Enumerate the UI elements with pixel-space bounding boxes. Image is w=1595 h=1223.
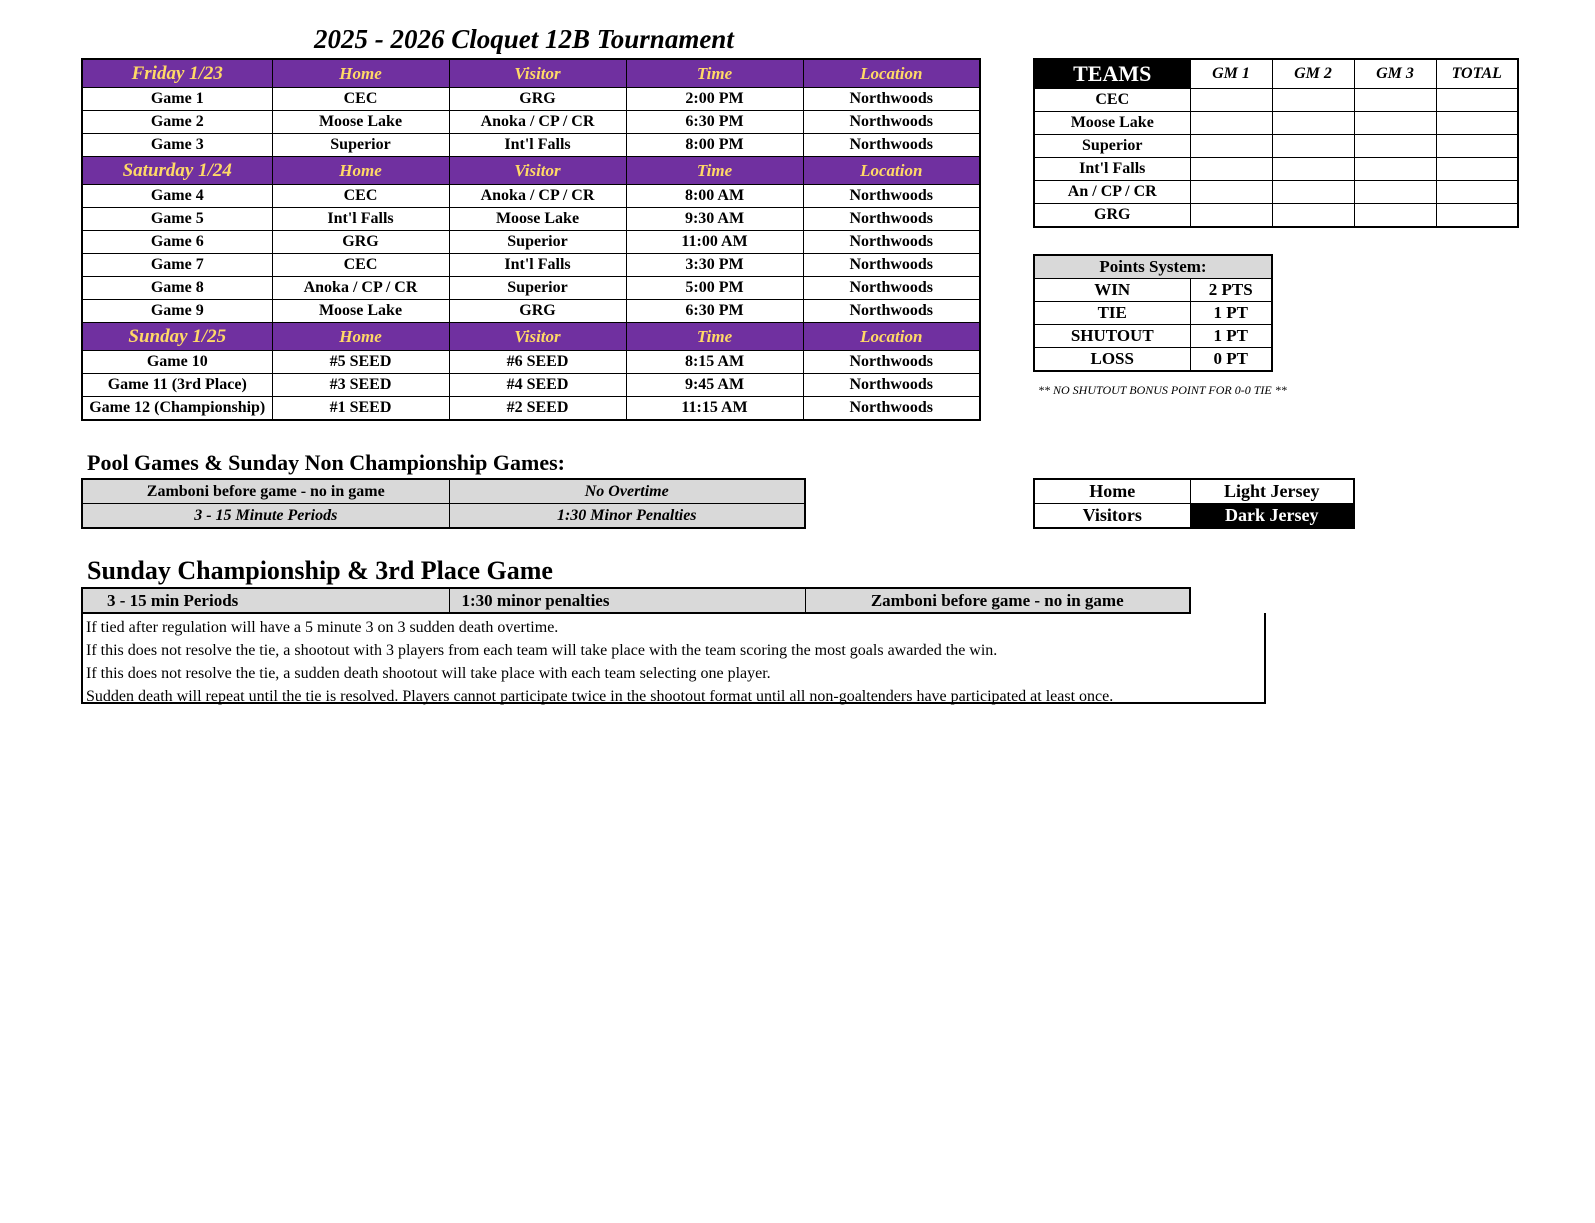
overtime-rule-line: Sudden death will repeat until the tie is resolved. Players cannot participate twice in the shootout format until all non-goaltenders have participated at least once. bbox=[86, 688, 1114, 705]
standings-table bbox=[1033, 58, 1519, 228]
game-location: Northwoods bbox=[803, 300, 980, 323]
score-cell bbox=[1272, 204, 1354, 228]
score-cell bbox=[1272, 158, 1354, 181]
team-name: GRG bbox=[1034, 204, 1190, 228]
team-name: Moose Lake bbox=[1034, 112, 1190, 135]
game-game: Game 4 bbox=[82, 185, 272, 208]
column-header: Time bbox=[626, 157, 803, 185]
standings-row bbox=[1034, 158, 1518, 181]
pool-rules-table bbox=[81, 478, 806, 529]
championship-title: Sunday Championship & 3rd Place Game bbox=[87, 556, 553, 585]
score-cell bbox=[1436, 135, 1518, 158]
standings-header-row bbox=[1034, 59, 1518, 89]
pool-rule: No Overtime bbox=[449, 479, 805, 504]
column-header: Home bbox=[272, 323, 449, 351]
game-location: Northwoods bbox=[803, 254, 980, 277]
game-row bbox=[82, 231, 980, 254]
standings-row bbox=[1034, 135, 1518, 158]
schedule-table bbox=[81, 58, 981, 421]
game-visitor: Int'l Falls bbox=[449, 134, 626, 157]
game-location: Northwoods bbox=[803, 111, 980, 134]
page-title: 2025 - 2026 Cloquet 12B Tournament bbox=[314, 24, 734, 54]
jersey-label: Home bbox=[1034, 479, 1190, 504]
game-location: Northwoods bbox=[803, 231, 980, 254]
score-cell bbox=[1354, 112, 1436, 135]
score-cell bbox=[1436, 112, 1518, 135]
pool-rule: 1:30 Minor Penalties bbox=[449, 504, 805, 529]
standings-row bbox=[1034, 181, 1518, 204]
column-header: Location bbox=[803, 323, 980, 351]
score-cell bbox=[1272, 181, 1354, 204]
jersey-label: Visitors bbox=[1034, 504, 1190, 529]
points-value: 1 PT bbox=[1190, 325, 1272, 348]
overtime-rules bbox=[81, 613, 1266, 704]
game-location: Northwoods bbox=[803, 88, 980, 111]
jersey-value: Dark Jersey bbox=[1190, 504, 1354, 529]
game-time: 11:15 AM bbox=[626, 397, 803, 421]
score-cell bbox=[1190, 158, 1272, 181]
game-home: Superior bbox=[272, 134, 449, 157]
overtime-rule-line: If this does not resolve the tie, a sudden death shootout will take place with each team selecting one player. bbox=[86, 665, 771, 682]
game-time: 2:00 PM bbox=[626, 88, 803, 111]
column-header: Time bbox=[626, 59, 803, 88]
day-header-row bbox=[82, 323, 980, 351]
day-header-row bbox=[82, 59, 980, 88]
game-visitor: Anoka / CP / CR bbox=[449, 111, 626, 134]
game-game: Game 7 bbox=[82, 254, 272, 277]
game-home: #1 SEED bbox=[272, 397, 449, 421]
gm3-header: GM 3 bbox=[1354, 59, 1436, 89]
game-row bbox=[82, 185, 980, 208]
game-home: Int'l Falls bbox=[272, 208, 449, 231]
game-visitor: #4 SEED bbox=[449, 374, 626, 397]
game-home: Moose Lake bbox=[272, 300, 449, 323]
game-row bbox=[82, 277, 980, 300]
day-label: Sunday 1/25 bbox=[82, 323, 272, 351]
championship-rule: 1:30 minor penalties bbox=[449, 588, 805, 613]
column-header: Time bbox=[626, 323, 803, 351]
game-home: CEC bbox=[272, 185, 449, 208]
day-label: Friday 1/23 bbox=[82, 59, 272, 88]
game-row bbox=[82, 88, 980, 111]
game-location: Northwoods bbox=[803, 397, 980, 421]
points-value: 0 PT bbox=[1190, 348, 1272, 372]
game-row bbox=[82, 254, 980, 277]
game-home: GRG bbox=[272, 231, 449, 254]
game-game: Game 10 bbox=[82, 351, 272, 374]
score-cell bbox=[1190, 135, 1272, 158]
column-header: Visitor bbox=[449, 59, 626, 88]
score-cell bbox=[1436, 89, 1518, 112]
score-cell bbox=[1190, 204, 1272, 228]
total-header: TOTAL bbox=[1436, 59, 1518, 89]
game-home: CEC bbox=[272, 254, 449, 277]
team-name: Superior bbox=[1034, 135, 1190, 158]
game-visitor: GRG bbox=[449, 88, 626, 111]
game-game: Game 3 bbox=[82, 134, 272, 157]
column-header: Location bbox=[803, 59, 980, 88]
team-name: An / CP / CR bbox=[1034, 181, 1190, 204]
score-cell bbox=[1190, 112, 1272, 135]
gm2-header: GM 2 bbox=[1272, 59, 1354, 89]
game-location: Northwoods bbox=[803, 208, 980, 231]
column-header: Visitor bbox=[449, 157, 626, 185]
game-row bbox=[82, 351, 980, 374]
game-row bbox=[82, 374, 980, 397]
score-cell bbox=[1436, 158, 1518, 181]
gm1-header: GM 1 bbox=[1190, 59, 1272, 89]
points-label: WIN bbox=[1034, 279, 1190, 302]
game-visitor: Anoka / CP / CR bbox=[449, 185, 626, 208]
game-home: Moose Lake bbox=[272, 111, 449, 134]
game-home: Anoka / CP / CR bbox=[272, 277, 449, 300]
game-location: Northwoods bbox=[803, 277, 980, 300]
game-visitor: Moose Lake bbox=[449, 208, 626, 231]
column-header: Location bbox=[803, 157, 980, 185]
game-time: 6:30 PM bbox=[626, 300, 803, 323]
game-visitor: #6 SEED bbox=[449, 351, 626, 374]
column-header: Home bbox=[272, 59, 449, 88]
score-cell bbox=[1190, 89, 1272, 112]
shutout-note: ** NO SHUTOUT BONUS POINT FOR 0-0 TIE ** bbox=[1038, 383, 1287, 397]
game-time: 6:30 PM bbox=[626, 111, 803, 134]
points-value: 1 PT bbox=[1190, 302, 1272, 325]
game-time: 8:15 AM bbox=[626, 351, 803, 374]
game-visitor: #2 SEED bbox=[449, 397, 626, 421]
score-cell bbox=[1190, 181, 1272, 204]
column-header: Home bbox=[272, 157, 449, 185]
game-visitor: Superior bbox=[449, 277, 626, 300]
game-home: CEC bbox=[272, 88, 449, 111]
game-location: Northwoods bbox=[803, 185, 980, 208]
game-visitor: Superior bbox=[449, 231, 626, 254]
day-header-row bbox=[82, 157, 980, 185]
points-header: Points System: bbox=[1034, 255, 1272, 279]
standings-row bbox=[1034, 204, 1518, 228]
game-time: 8:00 AM bbox=[626, 185, 803, 208]
pool-rule: 3 - 15 Minute Periods bbox=[82, 504, 449, 529]
overtime-rule-line: If this does not resolve the tie, a shootout with 3 players from each team will take place with the team scoring the most goals awarded the win. bbox=[86, 642, 998, 659]
game-game: Game 8 bbox=[82, 277, 272, 300]
score-cell bbox=[1354, 89, 1436, 112]
points-label: LOSS bbox=[1034, 348, 1190, 372]
score-cell bbox=[1354, 135, 1436, 158]
game-location: Northwoods bbox=[803, 374, 980, 397]
game-location: Northwoods bbox=[803, 134, 980, 157]
game-game: Game 12 (Championship) bbox=[82, 397, 272, 421]
game-row bbox=[82, 208, 980, 231]
points-label: SHUTOUT bbox=[1034, 325, 1190, 348]
game-game: Game 5 bbox=[82, 208, 272, 231]
game-time: 11:00 AM bbox=[626, 231, 803, 254]
game-time: 8:00 PM bbox=[626, 134, 803, 157]
score-cell bbox=[1272, 89, 1354, 112]
pool-title: Pool Games & Sunday Non Championship Games: bbox=[87, 450, 565, 475]
game-time: 9:45 AM bbox=[626, 374, 803, 397]
game-visitor: GRG bbox=[449, 300, 626, 323]
game-game: Game 9 bbox=[82, 300, 272, 323]
game-row bbox=[82, 111, 980, 134]
points-table bbox=[1033, 254, 1273, 372]
game-row bbox=[82, 397, 980, 421]
championship-rule: 3 - 15 min Periods bbox=[82, 588, 449, 613]
column-header: Visitor bbox=[449, 323, 626, 351]
game-time: 9:30 AM bbox=[626, 208, 803, 231]
score-cell bbox=[1272, 135, 1354, 158]
score-cell bbox=[1354, 158, 1436, 181]
game-time: 5:00 PM bbox=[626, 277, 803, 300]
overtime-rule-line: If tied after regulation will have a 5 minute 3 on 3 sudden death overtime. bbox=[86, 619, 559, 636]
championship-rules-table bbox=[81, 587, 1191, 614]
team-name: Int'l Falls bbox=[1034, 158, 1190, 181]
points-label: TIE bbox=[1034, 302, 1190, 325]
game-row bbox=[82, 134, 980, 157]
game-game: Game 11 (3rd Place) bbox=[82, 374, 272, 397]
team-name: CEC bbox=[1034, 89, 1190, 112]
game-home: #5 SEED bbox=[272, 351, 449, 374]
pool-rule: Zamboni before game - no in game bbox=[82, 479, 449, 504]
game-home: #3 SEED bbox=[272, 374, 449, 397]
championship-rule: Zamboni before game - no in game bbox=[805, 588, 1190, 613]
jersey-table bbox=[1033, 478, 1355, 529]
game-time: 3:30 PM bbox=[626, 254, 803, 277]
score-cell bbox=[1354, 204, 1436, 228]
teams-header: TEAMS bbox=[1034, 59, 1190, 89]
standings-row bbox=[1034, 89, 1518, 112]
game-game: Game 2 bbox=[82, 111, 272, 134]
points-value: 2 PTS bbox=[1190, 279, 1272, 302]
score-cell bbox=[1436, 204, 1518, 228]
game-location: Northwoods bbox=[803, 351, 980, 374]
day-label: Saturday 1/24 bbox=[82, 157, 272, 185]
jersey-value: Light Jersey bbox=[1190, 479, 1354, 504]
score-cell bbox=[1436, 181, 1518, 204]
score-cell bbox=[1354, 181, 1436, 204]
game-visitor: Int'l Falls bbox=[449, 254, 626, 277]
game-game: Game 1 bbox=[82, 88, 272, 111]
game-game: Game 6 bbox=[82, 231, 272, 254]
game-row bbox=[82, 300, 980, 323]
score-cell bbox=[1272, 112, 1354, 135]
standings-row bbox=[1034, 112, 1518, 135]
